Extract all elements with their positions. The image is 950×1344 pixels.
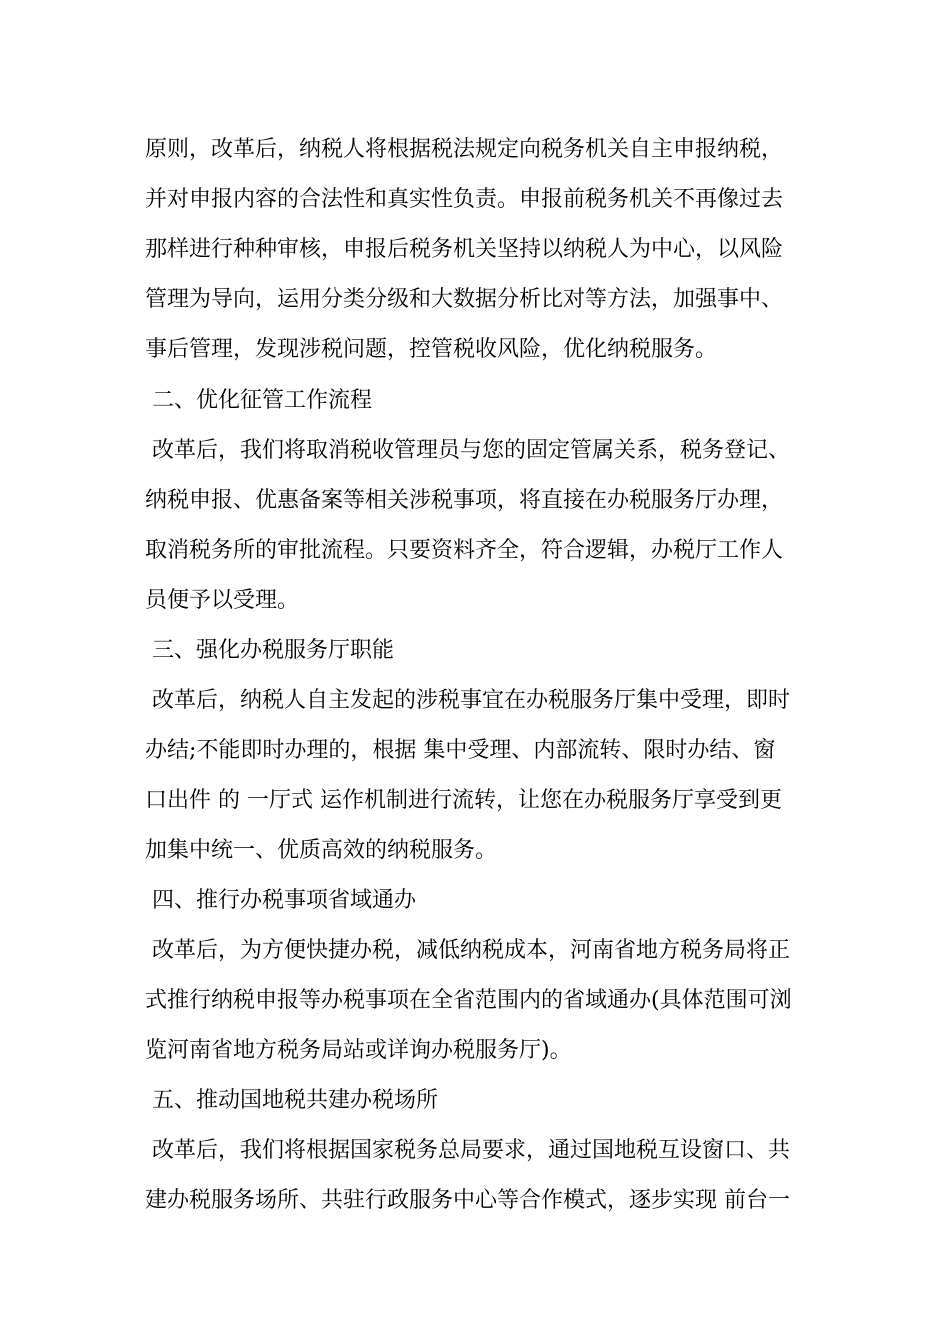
- section-heading-3: 三、强化办税服务厅职能: [145, 638, 394, 663]
- body-text-line: 并对申报内容的合法性和真实性负责。申报前税务机关不再像过去: [145, 187, 784, 212]
- body-text-line: 式推行纳税申报等办税事项在全省范围内的省域通办(具体范围可浏: [145, 988, 792, 1013]
- body-text-line: 员便予以受理。: [145, 588, 300, 613]
- body-text-line: 改革后，为方便快捷办税，减低纳税成本，河南省地方税务局将正: [145, 938, 790, 963]
- section-heading-5: 五、推动国地税共建办税场所: [145, 1088, 438, 1113]
- section-heading-4: 四、推行办税事项省域通办: [145, 888, 416, 913]
- body-text-line: 口出件 的 一厅式 运作机制进行流转，让您在办税服务厅享受到更: [145, 788, 782, 813]
- body-text-line: 览河南省地方税务局站或详询办税服务厅)。: [145, 1038, 572, 1063]
- body-text-line: 办结;不能即时办理的，根据 集中受理、内部流转、限时办结、窗: [145, 738, 776, 763]
- body-text-line: 加集中统一、优质高效的纳税服务。: [145, 838, 498, 863]
- body-text-line: 管理为导向，运用分类分级和大数据分析比对等方法，加强事中、: [145, 287, 784, 312]
- body-text-line: 建办税服务场所、共驻行政服务中心等合作模式，逐步实现 前台一: [145, 1188, 790, 1213]
- body-text-line: 取消税务所的审批流程。只要资料齐全，符合逻辑，办税厅工作人: [145, 538, 784, 563]
- body-text-line: 那样进行种种审核，申报后税务机关坚持以纳税人为中心，以风险: [145, 237, 784, 262]
- body-text-line: 原则，改革后，纳税人将根据税法规定向税务机关自主申报纳税，: [145, 137, 784, 162]
- section-heading-2: 二、优化征管工作流程: [145, 388, 372, 413]
- body-text-line: 改革后，纳税人自主发起的涉税事宜在办税服务厅集中受理，即时: [145, 688, 790, 713]
- body-text-line: 纳税申报、优惠备案等相关涉税事项，将直接在办税服务厅办理，: [145, 488, 784, 513]
- body-text-line: 事后管理，发现涉税问题，控管税收风险，优化纳税服务。: [145, 337, 718, 362]
- body-text-line: 改革后，我们将取消税收管理员与您的固定管属关系，税务登记、: [145, 438, 790, 463]
- body-text-line: 改革后，我们将根据国家税务总局要求，通过国地税互设窗口、共: [145, 1138, 790, 1163]
